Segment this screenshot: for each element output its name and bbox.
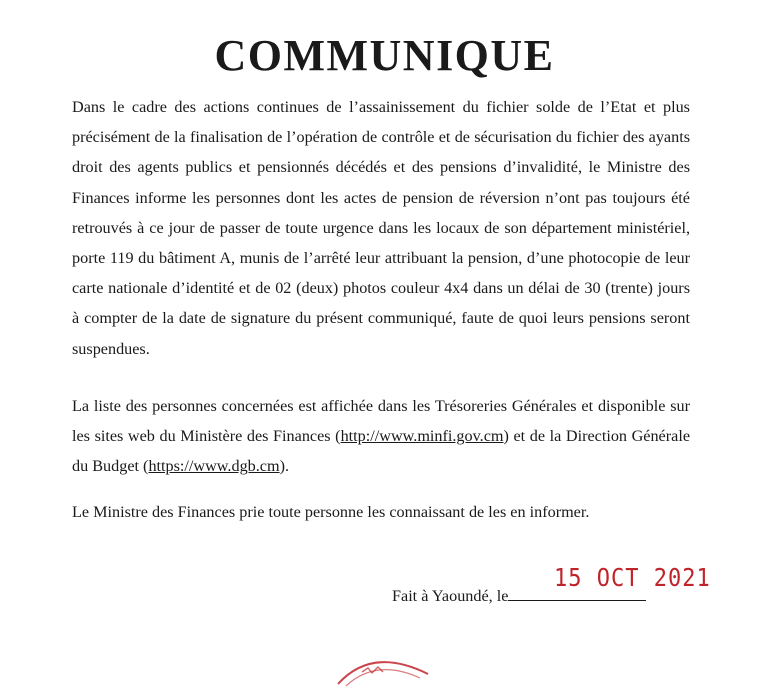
date-stamp: 15 OCT 2021 [554, 564, 711, 593]
official-seal-icon [332, 650, 432, 690]
paragraph-list-text-1: La liste des personnes concernées est affichée dans les Trésoreries Générales et disponible sur les sites web du Ministère des Finances ( [72, 397, 690, 446]
paragraph-list-text-2: ) et de la Direction Générale du Budget ( [72, 427, 691, 476]
paragraph-list-text-3: ). [279, 457, 290, 476]
place-label: Fait à Yaoundé, le [392, 587, 509, 605]
minfi-website-link[interactable]: http://www.minfi.gov.cm [340, 427, 504, 446]
document-title: COMMUNIQUE [214, 31, 555, 80]
paragraph-list-info [72, 391, 690, 482]
paragraph-main: Dans le cadre des actions continues de l’assainissement du fichier solde de l’Etat et plus précisément de la finalisation de l’opération de contrôle et de sécurisation du fichier des ayants droit des agents publics et pensionnés décédés et des pensions d’invalidité, le Ministre des Finances informe les personnes dont les actes de pension de réversion n’ont pas toujours été retrouvés à ce jour de passer de toute urgence dans les locaux de son département ministériel, porte 119 du bâtiment A, munis de l’arrêté leur attribuant la pension, d’une photocopie de leur carte nationale d’identité et de 02 (deux) photos couleur 4x4 dans un délai de 30 (trente) jours à compter de la date de signature du présent communiqué, faute de quoi leurs pensions seront suspendues. [72, 98, 690, 358]
dgb-website-link[interactable]: https://www.dgb.cm [148, 457, 280, 476]
paragraph-request: Le Ministre des Finances prie toute personne les connaissant de les en informer. [72, 503, 590, 521]
